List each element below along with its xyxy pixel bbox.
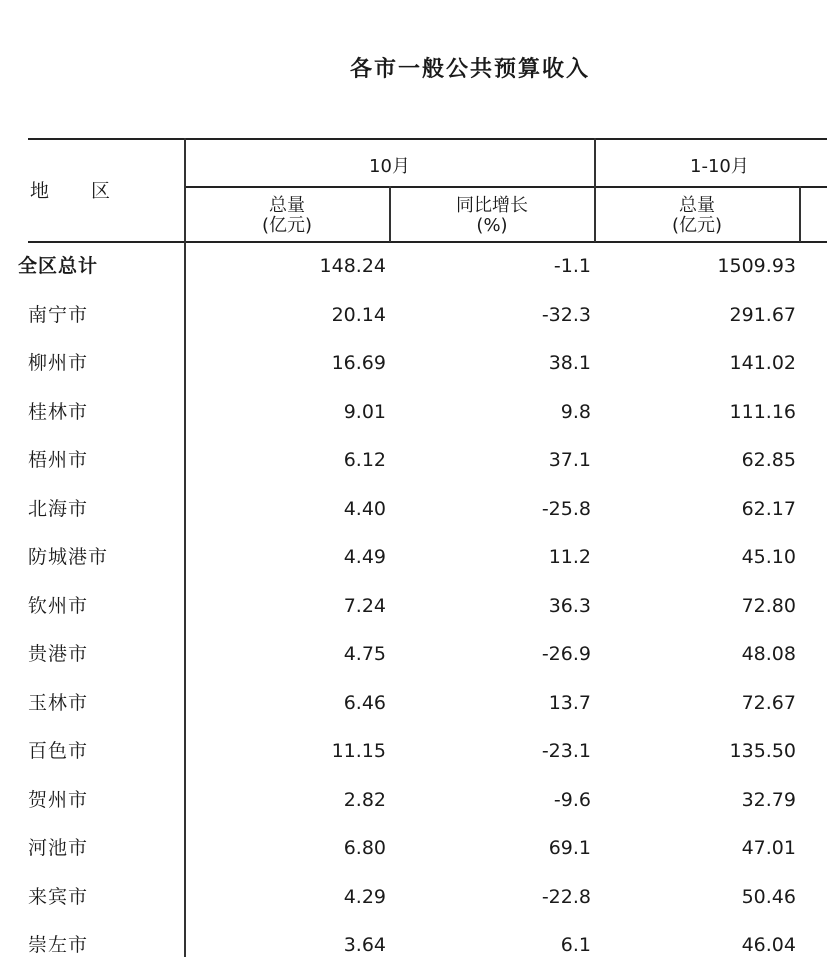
month-total-value: 6.80 <box>343 837 386 859</box>
cumulative-total-value: 1509.93 <box>717 255 796 277</box>
region-name: 河池市 <box>28 837 89 859</box>
region-name: 梧州市 <box>28 449 89 471</box>
month-total-value: 16.69 <box>331 352 386 374</box>
month-total-header <box>185 196 389 236</box>
cumulative-total-value: 62.85 <box>741 449 796 471</box>
growth-value: -1.1 <box>553 255 591 277</box>
month-total-value: 7.24 <box>343 594 386 617</box>
growth-value: 36.3 <box>548 594 591 617</box>
cumulative-total-value: 141.02 <box>729 352 796 374</box>
month-total-value: 2.82 <box>343 788 386 811</box>
table-row <box>0 242 827 290</box>
growth-value: -25.8 <box>541 497 591 520</box>
cumulative-total-value: 72.67 <box>741 691 796 714</box>
table-row <box>0 291 827 339</box>
top-rule <box>28 138 827 140</box>
cumulative-total-unit: (亿元) <box>671 215 723 236</box>
group-header-rule <box>185 186 827 188</box>
region-name: 钦州市 <box>28 594 89 617</box>
growth-value: -9.6 <box>553 788 591 811</box>
region-name: 南宁市 <box>28 303 89 326</box>
region-name: 百色市 <box>28 740 89 762</box>
table-row <box>0 339 827 387</box>
cumulative-total-value: 48.08 <box>741 643 796 665</box>
growth-value: 37.1 <box>548 449 591 471</box>
table-row <box>0 824 827 872</box>
region-name: 玉林市 <box>28 691 89 714</box>
region-name: 崇左市 <box>28 934 89 956</box>
growth-value: 11.2 <box>548 546 591 568</box>
region-name: 防城港市 <box>28 546 109 568</box>
table-row <box>0 582 827 630</box>
cumulative-total-value: 72.80 <box>741 594 796 617</box>
region-name: 贵港市 <box>28 643 89 665</box>
cumulative-total-value: 291.67 <box>729 303 796 326</box>
cumulative-group-header: 1-10月 <box>690 156 749 177</box>
table-row <box>0 679 827 727</box>
region-name: 贺州市 <box>28 788 89 811</box>
month-total-value: 3.64 <box>343 934 386 956</box>
growth-value: 9.8 <box>560 400 591 423</box>
table-row <box>0 388 827 436</box>
cumulative-total-value: 135.50 <box>729 740 796 762</box>
growth-value: 38.1 <box>548 352 591 374</box>
growth-header <box>390 196 594 236</box>
month-total-value: 4.29 <box>343 885 386 908</box>
month-total-value: 11.15 <box>331 740 386 762</box>
month-total-value: 4.49 <box>343 546 386 568</box>
table-row <box>0 436 827 484</box>
month-total-value: 20.14 <box>331 303 386 326</box>
cumulative-total-value: 62.17 <box>741 497 796 520</box>
cumulative-total-value: 47.01 <box>741 837 796 859</box>
table-row <box>0 921 827 969</box>
growth-label: 同比增长 <box>456 195 528 216</box>
growth-value: -22.8 <box>541 885 591 908</box>
region-name: 来宾市 <box>28 885 89 908</box>
region-name: 桂林市 <box>28 400 89 423</box>
cumulative-total-value: 111.16 <box>729 400 796 423</box>
growth-value: -32.3 <box>541 303 591 326</box>
month-total-value: 4.40 <box>343 497 386 520</box>
growth-value: 6.1 <box>560 934 591 956</box>
month-total-value: 148.24 <box>319 255 386 277</box>
table-row <box>0 485 827 533</box>
month-total-value: 6.12 <box>343 449 386 471</box>
table-row <box>0 533 827 581</box>
growth-value: 69.1 <box>548 837 591 859</box>
cumulative-total-value: 50.46 <box>741 885 796 908</box>
growth-value: 13.7 <box>548 691 591 714</box>
region-name: 柳州市 <box>28 352 89 374</box>
column-divider-sub-2 <box>799 186 801 242</box>
cumulative-total-value: 46.04 <box>741 934 796 956</box>
table-row <box>0 630 827 678</box>
region-name: 北海市 <box>28 497 89 520</box>
region-column-header: 地 区 <box>30 180 129 202</box>
cumulative-total-value: 32.79 <box>741 788 796 811</box>
month-total-value: 4.75 <box>343 643 386 665</box>
table-row <box>0 776 827 824</box>
month-total-value: 9.01 <box>343 400 386 423</box>
month-group-header: 10月 <box>369 156 410 177</box>
table-title: 各市一般公共预算收入 <box>349 57 590 82</box>
table-row <box>0 727 827 775</box>
month-total-value: 6.46 <box>343 691 386 714</box>
table-row <box>0 873 827 921</box>
cumulative-total-label: 总量 <box>679 195 715 216</box>
cumulative-total-value: 45.10 <box>741 546 796 568</box>
region-name: 全区总计 <box>18 255 99 277</box>
growth-unit: (%) <box>476 215 508 236</box>
month-total-unit: (亿元) <box>261 215 313 236</box>
growth-value: -26.9 <box>541 643 591 665</box>
cumulative-total-header <box>595 196 799 236</box>
month-total-label: 总量 <box>269 195 305 216</box>
growth-value: -23.1 <box>541 740 591 762</box>
